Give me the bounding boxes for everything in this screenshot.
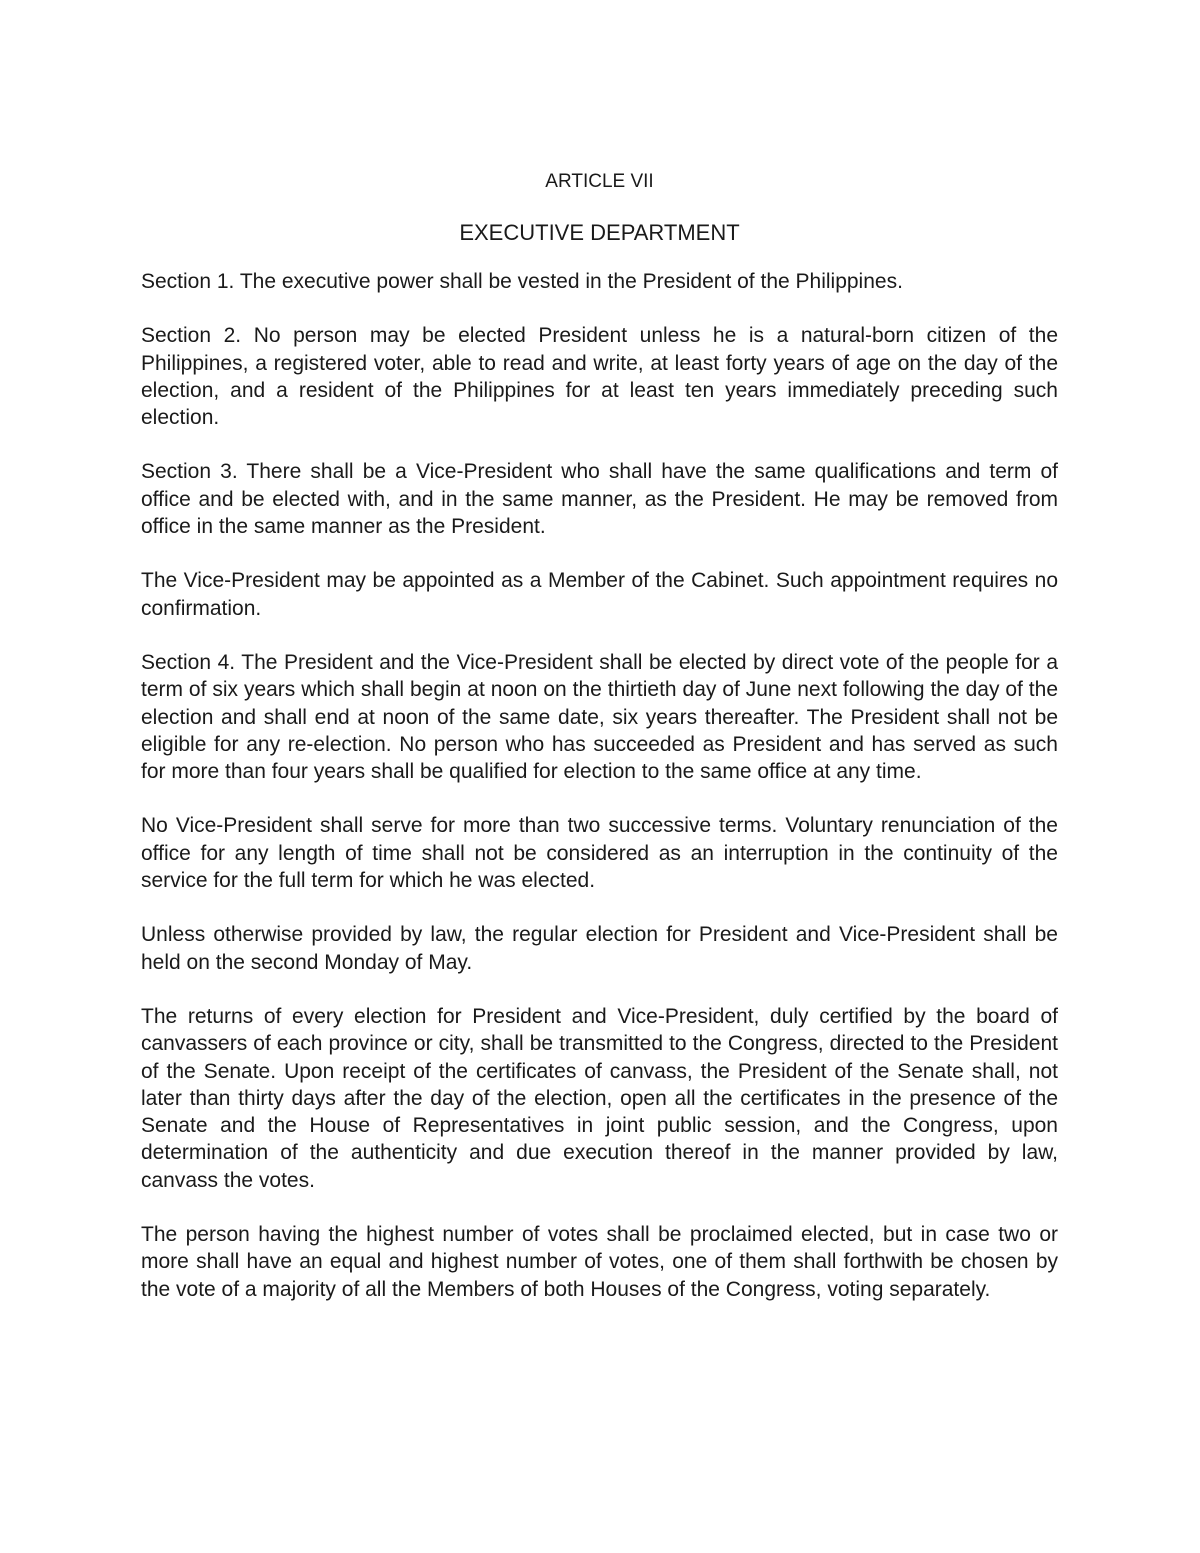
section-1-paragraph: Section 1. The executive power shall be vested in the President of the Philippines.: [141, 270, 903, 293]
vice-president-terms-paragraph: No Vice-President shall serve for more than two successive terms. Voluntary renunciation of the office for any length of time shall not be considered as an interruption in the continuity of the service for the full term for which he was elected.: [141, 814, 1058, 893]
election-returns-paragraph: The returns of every election for President and Vice-President, duly certified by the board of canvassers of each province or city, shall be transmitted to the Congress, directed to the President of the Senate. Upon receipt of the certificates of canvass, the President of the Senate shall, not later than thirty days after the day of the election, open all the certificates in the presence of the Senate and the House of Representatives in joint public session, and the Congress, upon determination of the authenticity and due execution thereof in the manner provided by law, canvass the votes.: [141, 1004, 1058, 1192]
section-3-paragraph: Section 3. There shall be a Vice-President who shall have the same qualifications and term of office and be elected with, and in the same manner, as the President. He may be removed from office in the same manner as the President.: [141, 460, 1058, 539]
vice-president-cabinet-paragraph: The Vice-President may be appointed as a Member of the Cabinet. Such appointment requires no confirmation.: [141, 569, 1058, 620]
article-heading: ARTICLE VII: [545, 171, 654, 192]
department-heading: EXECUTIVE DEPARTMENT: [459, 220, 740, 245]
highest-votes-paragraph: The person having the highest number of votes shall be proclaimed elected, but in case two or more shall have an equal and highest number of votes, one of them shall forthwith be chosen by the vote of a majority of all the Members of both Houses of the Congress, voting separately.: [141, 1223, 1058, 1301]
regular-election-paragraph: Unless otherwise provided by law, the regular election for President and Vice-President shall be held on the second Monday of May.: [141, 923, 1058, 974]
section-4-paragraph: Section 4. The President and the Vice-President shall be elected by direct vote of the people for a term of six years which shall begin at noon on the thirtieth day of June next following the day of the election and shall end at noon of the same date, six years thereafter. The President shall not be eligible for any re-election. No person who has succeeded as President and has served as such for more than four years shall be qualified for election to the same office at any time.: [141, 650, 1058, 784]
document-page: [141, 168, 1058, 1330]
section-2-paragraph: Section 2. No person may be elected President unless he is a natural-born citizen of the Philippines, a registered voter, able to read and write, at least forty years of age on the day of the election, and a resident of the Philippines for at least ten years immediately preceding such election.: [141, 324, 1058, 430]
